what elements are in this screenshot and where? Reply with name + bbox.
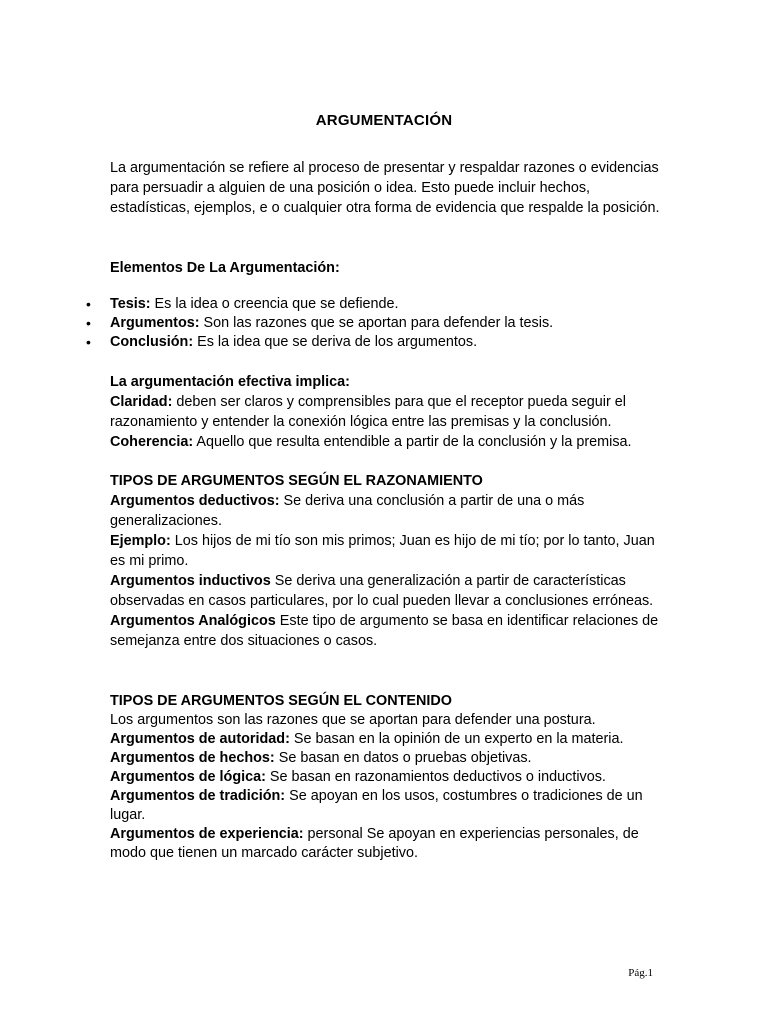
item-text: Se basan en razonamientos deductivos o inductivos. (265, 769, 606, 785)
item-term: Argumentos de tradición: (110, 788, 286, 804)
element-term: Argumentos: (110, 315, 200, 331)
elements-heading: Elementos De La Argumentación: (110, 260, 340, 276)
list-item (80, 314, 553, 333)
element-term: Tesis: (110, 296, 151, 312)
item-term: Argumentos de hechos: (110, 750, 275, 766)
claridad-term: Claridad: (110, 394, 173, 410)
contenido-item (110, 749, 670, 768)
contenido-heading: TIPOS DE ARGUMENTOS SEGÚN EL CONTENIDO (110, 693, 452, 709)
coherencia-text: Aquello que resulta entendible a partir de la conclusión y la premisa. (193, 434, 632, 450)
coherencia-term: Coherencia: (110, 434, 194, 450)
item-text: personal Se apoyan en experiencias personales, de modo que tienen un marcado carácter subjetivo. (110, 826, 639, 861)
element-text: Son las razones que se aportan para defender la tesis. (199, 315, 554, 331)
item-text: Se deriva una generalización a partir de características observadas en casos particulares, por lo cual pueden llevar a conclusiones erróneas. (110, 573, 654, 609)
bullet-icon: • (86, 296, 91, 312)
contenido-item (110, 730, 670, 749)
claridad-paragraph (110, 392, 670, 432)
razonamiento-section (110, 471, 670, 651)
claridad-text: deben ser claros y comprensibles para que el receptor pueda seguir el razonamiento y entender la conexión lógica entre las premisas y la conclusión. (110, 394, 626, 430)
list-item (80, 333, 553, 352)
item-text: Se deriva una conclusión a partir de una o más generalizaciones. (110, 493, 585, 529)
element-term: Conclusión: (110, 334, 194, 350)
contenido-item (110, 768, 670, 787)
razonamiento-item (110, 531, 670, 571)
item-term: Argumentos inductivos (110, 573, 271, 589)
list-item (80, 295, 553, 314)
document-title: ARGUMENTACIÓN (315, 112, 453, 129)
intro-paragraph: La argumentación se refiere al proceso de presentar y respaldar razones o evidencias para persuadir a alguien de una posición o idea. Esto puede incluir hechos, estadísticas, ejemplos, e o cualquier otra forma de evidencia que respalde la posición. (110, 160, 660, 216)
razonamiento-heading: TIPOS DE ARGUMENTOS SEGÚN EL RAZONAMIENTO (110, 473, 483, 489)
item-text: Se basan en datos o pruebas objetivas. (274, 750, 532, 766)
item-text: Los hijos de mi tío son mis primos; Juan es hijo de mi tío; por lo tanto, Juan es mi primo. (110, 533, 655, 569)
contenido-intro: Los argumentos son las razones que se aportan para defender una postura. (110, 712, 596, 728)
item-term: Argumentos Analógicos (110, 613, 276, 629)
coherencia-paragraph (110, 432, 670, 452)
effective-section (110, 372, 670, 452)
item-text: Este tipo de argumento se basa en identificar relaciones de semejanza entre dos situaciones o casos. (110, 613, 659, 649)
contenido-item (110, 825, 670, 863)
contenido-section (110, 692, 670, 863)
bullet-icon: • (86, 334, 91, 350)
item-term: Ejemplo: (110, 533, 171, 549)
item-term: Argumentos de lógica: (110, 769, 266, 785)
elements-list (80, 295, 553, 352)
razonamiento-item (110, 611, 670, 651)
effective-heading: La argumentación efectiva implica: (110, 374, 350, 390)
razonamiento-item (110, 571, 670, 611)
page-number: Pág.1 (628, 967, 653, 979)
element-text: Es la idea o creencia que se defiende. (150, 296, 399, 312)
item-term: Argumentos deductivos: (110, 493, 280, 509)
element-text: Es la idea que se deriva de los argumentos. (193, 334, 478, 350)
item-text: Se apoyan en los usos, costumbres o tradiciones de un lugar. (110, 788, 643, 823)
item-term: Argumentos de experiencia: (110, 826, 304, 842)
item-term: Argumentos de autoridad: (110, 731, 290, 747)
bullet-icon: • (86, 315, 91, 331)
item-text: Se basan en la opinión de un experto en la materia. (289, 731, 624, 747)
razonamiento-item (110, 491, 670, 531)
contenido-item (110, 787, 670, 825)
